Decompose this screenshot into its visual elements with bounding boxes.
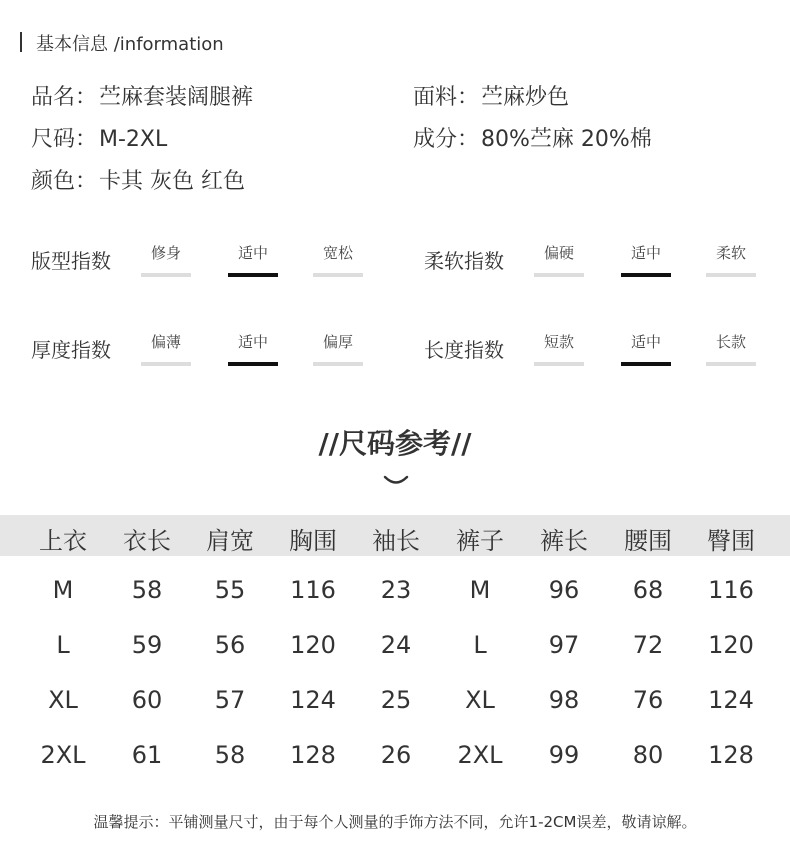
table-cell: 57 <box>214 686 246 714</box>
scale-softness-option-2 <box>621 242 671 277</box>
table-header-cell: 腰围 <box>624 527 672 555</box>
option-text: 柔软 <box>715 244 746 262</box>
option-text: 适中 <box>237 244 268 262</box>
header-accent-bar <box>20 32 22 52</box>
table-row <box>0 686 790 718</box>
table-header-cell: 袖长 <box>372 527 420 555</box>
table-cell: 2XL <box>40 741 86 769</box>
table-header-cell: 胸围 <box>289 527 337 555</box>
table-cell: 2XL <box>457 741 503 769</box>
table-cell: 72 <box>632 631 664 659</box>
option-text: 宽松 <box>322 244 353 262</box>
table-cell: 58 <box>214 741 246 769</box>
option-text: 修身 <box>150 244 181 262</box>
table-cell: 80 <box>632 741 664 769</box>
table-cell: 24 <box>380 631 412 659</box>
table-cell: 120 <box>708 631 754 659</box>
table-cell: 116 <box>290 576 336 604</box>
scale-length-option-1 <box>534 331 584 366</box>
info-size-label: 尺码： <box>31 127 98 152</box>
table-cell: M <box>52 576 74 604</box>
table-row <box>0 631 790 663</box>
table-cell: 56 <box>214 631 246 659</box>
tilde-divider-icon <box>383 474 409 486</box>
option-text: 偏薄 <box>150 333 181 351</box>
scale-softness-label: 柔软指数 <box>424 249 504 273</box>
table-header-cell: 肩宽 <box>206 527 254 555</box>
info-size <box>31 122 167 153</box>
table-cell: 97 <box>548 631 580 659</box>
option-bar <box>534 362 584 366</box>
scale-fit-option-3 <box>313 242 363 277</box>
option-text: 短款 <box>543 333 574 351</box>
table-cell: 116 <box>708 576 754 604</box>
table-cell: XL <box>465 686 495 714</box>
option-text: 偏厚 <box>322 333 353 351</box>
option-bar <box>706 273 756 277</box>
table-cell: 61 <box>131 741 163 769</box>
scale-softness-option-1 <box>534 242 584 277</box>
table-cell: 96 <box>548 576 580 604</box>
table-header-cell: 裤子 <box>456 527 504 555</box>
scale-length-option-3 <box>706 331 756 366</box>
table-row <box>0 576 790 608</box>
info-name-value: 苎麻套装阔腿裤 <box>99 85 254 110</box>
info-color-label: 颜色： <box>31 169 98 194</box>
option-bar <box>313 362 363 366</box>
table-cell: 98 <box>548 686 580 714</box>
option-bar <box>313 273 363 277</box>
table-cell: 124 <box>290 686 336 714</box>
table-cell: 128 <box>290 741 336 769</box>
table-header-cell: 裤长 <box>540 527 588 555</box>
info-composition <box>413 122 652 153</box>
info-name-label: 品名： <box>31 85 98 110</box>
table-cell: 99 <box>548 741 580 769</box>
info-size-value: M-2XL <box>99 127 168 152</box>
info-color-value: 卡其 灰色 红色 <box>99 169 246 194</box>
table-header-cell: 臀围 <box>707 527 755 555</box>
table-cell: L <box>56 631 70 659</box>
option-text: 适中 <box>630 244 661 262</box>
info-fabric-label: 面料： <box>413 85 480 110</box>
option-text: 偏硬 <box>543 244 574 262</box>
info-name <box>31 80 253 111</box>
scale-thickness-option-3 <box>313 331 363 366</box>
option-bar-selected <box>228 273 278 277</box>
scale-fit-option-2 <box>228 242 278 277</box>
info-fabric <box>413 80 569 111</box>
table-cell: 68 <box>632 576 664 604</box>
table-cell: 25 <box>380 686 412 714</box>
option-text: 长款 <box>715 333 746 351</box>
table-cell: XL <box>48 686 78 714</box>
scale-length-option-2 <box>621 331 671 366</box>
scale-fit-label: 版型指数 <box>31 249 111 273</box>
scale-thickness-option-1 <box>141 331 191 366</box>
size-reference-title: //尺码参考// <box>318 427 472 460</box>
table-cell: 58 <box>131 576 163 604</box>
table-cell: 60 <box>131 686 163 714</box>
option-bar-selected <box>228 362 278 366</box>
scale-fit-option-1 <box>141 242 191 277</box>
table-cell: 55 <box>214 576 246 604</box>
info-composition-value: 80%苎麻 20%棉 <box>481 127 652 152</box>
scale-thickness-option-2 <box>228 331 278 366</box>
table-header-cell: 上衣 <box>39 527 87 555</box>
option-bar <box>141 362 191 366</box>
scale-thickness-label: 厚度指数 <box>31 338 111 362</box>
option-text: 适中 <box>630 333 661 351</box>
scale-length-label: 长度指数 <box>424 338 504 362</box>
footnote: 温馨提示：平铺测量尺寸，由于每个人测量的手饰方法不同，允许1-2CM误差，敬请谅解。 <box>93 813 697 831</box>
table-cell: L <box>473 631 487 659</box>
table-row <box>0 741 790 773</box>
table-cell: 128 <box>708 741 754 769</box>
info-color <box>31 164 245 195</box>
table-header-cell: 衣长 <box>123 527 171 555</box>
size-table-header <box>0 515 790 556</box>
scale-softness-option-3 <box>706 242 756 277</box>
option-bar-selected <box>621 273 671 277</box>
option-bar <box>141 273 191 277</box>
table-cell: 26 <box>380 741 412 769</box>
table-cell: 120 <box>290 631 336 659</box>
option-text: 适中 <box>237 333 268 351</box>
table-cell: 124 <box>708 686 754 714</box>
option-bar-selected <box>621 362 671 366</box>
table-cell: 59 <box>131 631 163 659</box>
section-header: 基本信息 /information <box>36 34 224 55</box>
table-cell: M <box>469 576 491 604</box>
option-bar <box>534 273 584 277</box>
info-composition-label: 成分： <box>413 127 480 152</box>
option-bar <box>706 362 756 366</box>
table-cell: 76 <box>632 686 664 714</box>
table-cell: 23 <box>380 576 412 604</box>
info-fabric-value: 苎麻炒色 <box>481 85 570 110</box>
